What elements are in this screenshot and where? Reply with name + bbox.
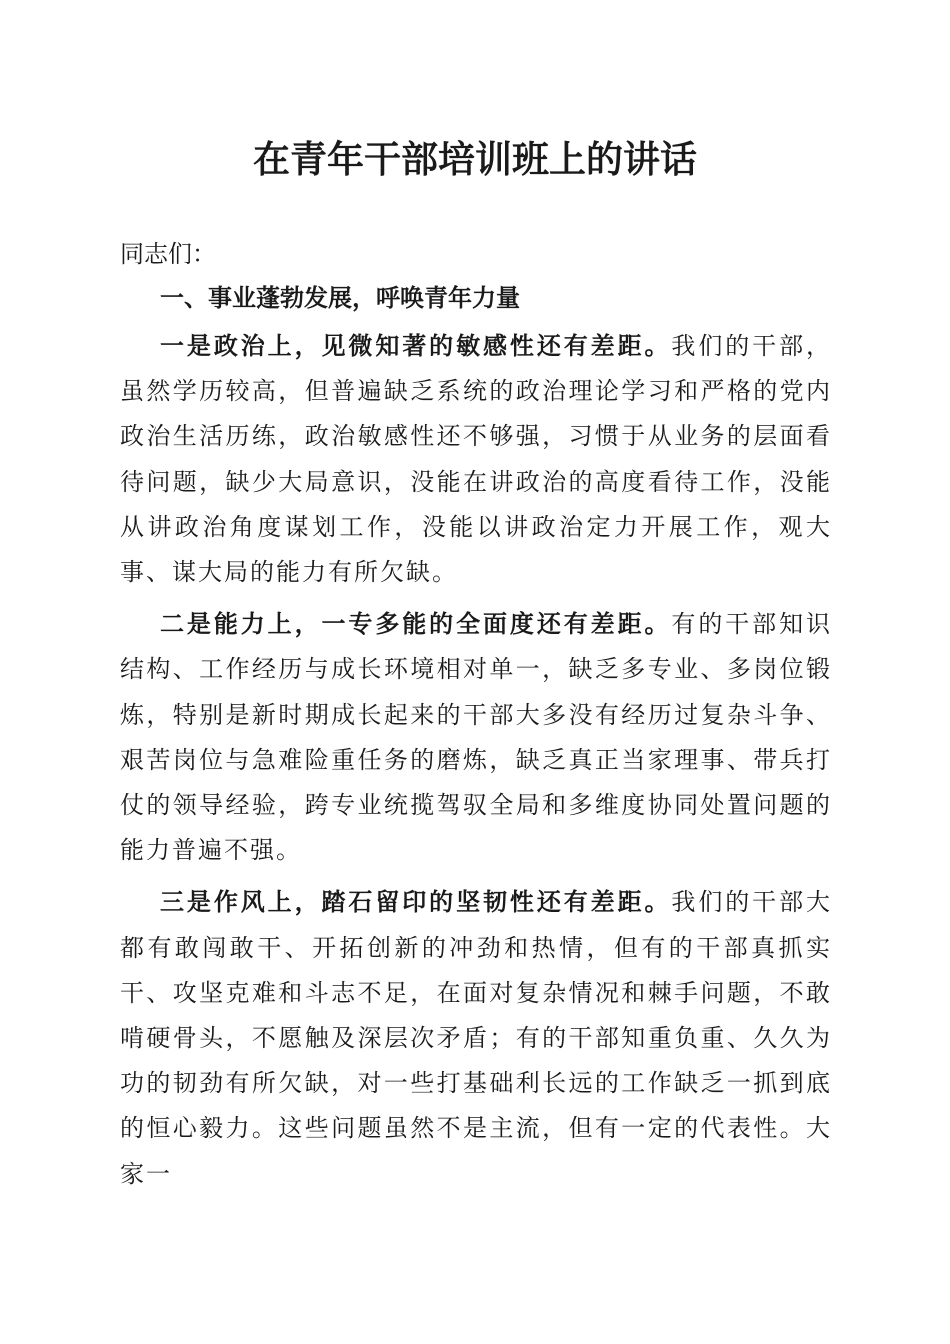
paragraph-lead: 三是作风上，踏石留印的坚韧性还有差距。 — [160, 887, 672, 917]
paragraph-lead: 一是政治上，见微知著的敏感性还有差距。 — [160, 331, 672, 360]
paragraph-text: 我们的干部，虽然学历较高，但普遍缺乏系统的政治理论学习和严格的党内政治生活历练，政治敏感性还不够强，习惯于从业务的层面看待问题，缺少大局意识，没能在讲政治的高度看待工作，没能从讲政治角度谋划工作，没能以讲政治定力开展工作，观大事、谋大局的能力有所欠缺。 — [120, 332, 833, 587]
document-title: 在青年干部培训班上的讲话 — [253, 137, 697, 181]
salutation: 同志们： — [120, 240, 216, 268]
paragraph-politics — [120, 323, 832, 595]
paragraph-ability — [120, 601, 832, 873]
paragraph-text: 我们的干部大都有敢闯敢干、开拓创新的冲劲和热情，但有的干部真抓实干、攻坚克难和斗志不足，在面对复杂情况和棘手问题，不敢啃硬骨头，不愿触及深层次矛盾；有的干部知重负重、久久为功的韧劲有所欠缺，对一些打基础利长远的工作缺乏一抓到底的恒心毅力。这些问题虽然不是主流，但有一定的代表性。大家一 — [120, 888, 833, 1188]
paragraph-text: 有的干部知识结构、工作经历与成长环境相对单一，缺乏多专业、多岗位锻炼，特别是新时期成长起来的干部大多没有经历过复杂斗争、艰苦岗位与急难险重任务的磨炼，缺乏真正当家理事、带兵打仗的领导经验，跨专业统揽驾驭全局和多维度协同处置问题的能力普遍不强。 — [120, 610, 833, 865]
paragraph-style — [120, 879, 832, 1196]
document-body — [120, 232, 832, 1197]
paragraph-lead: 二是能力上，一专多能的全面度还有差距。 — [160, 609, 672, 639]
section-heading: 一、事业蓬勃发展，呼唤青年力量 — [160, 284, 520, 312]
